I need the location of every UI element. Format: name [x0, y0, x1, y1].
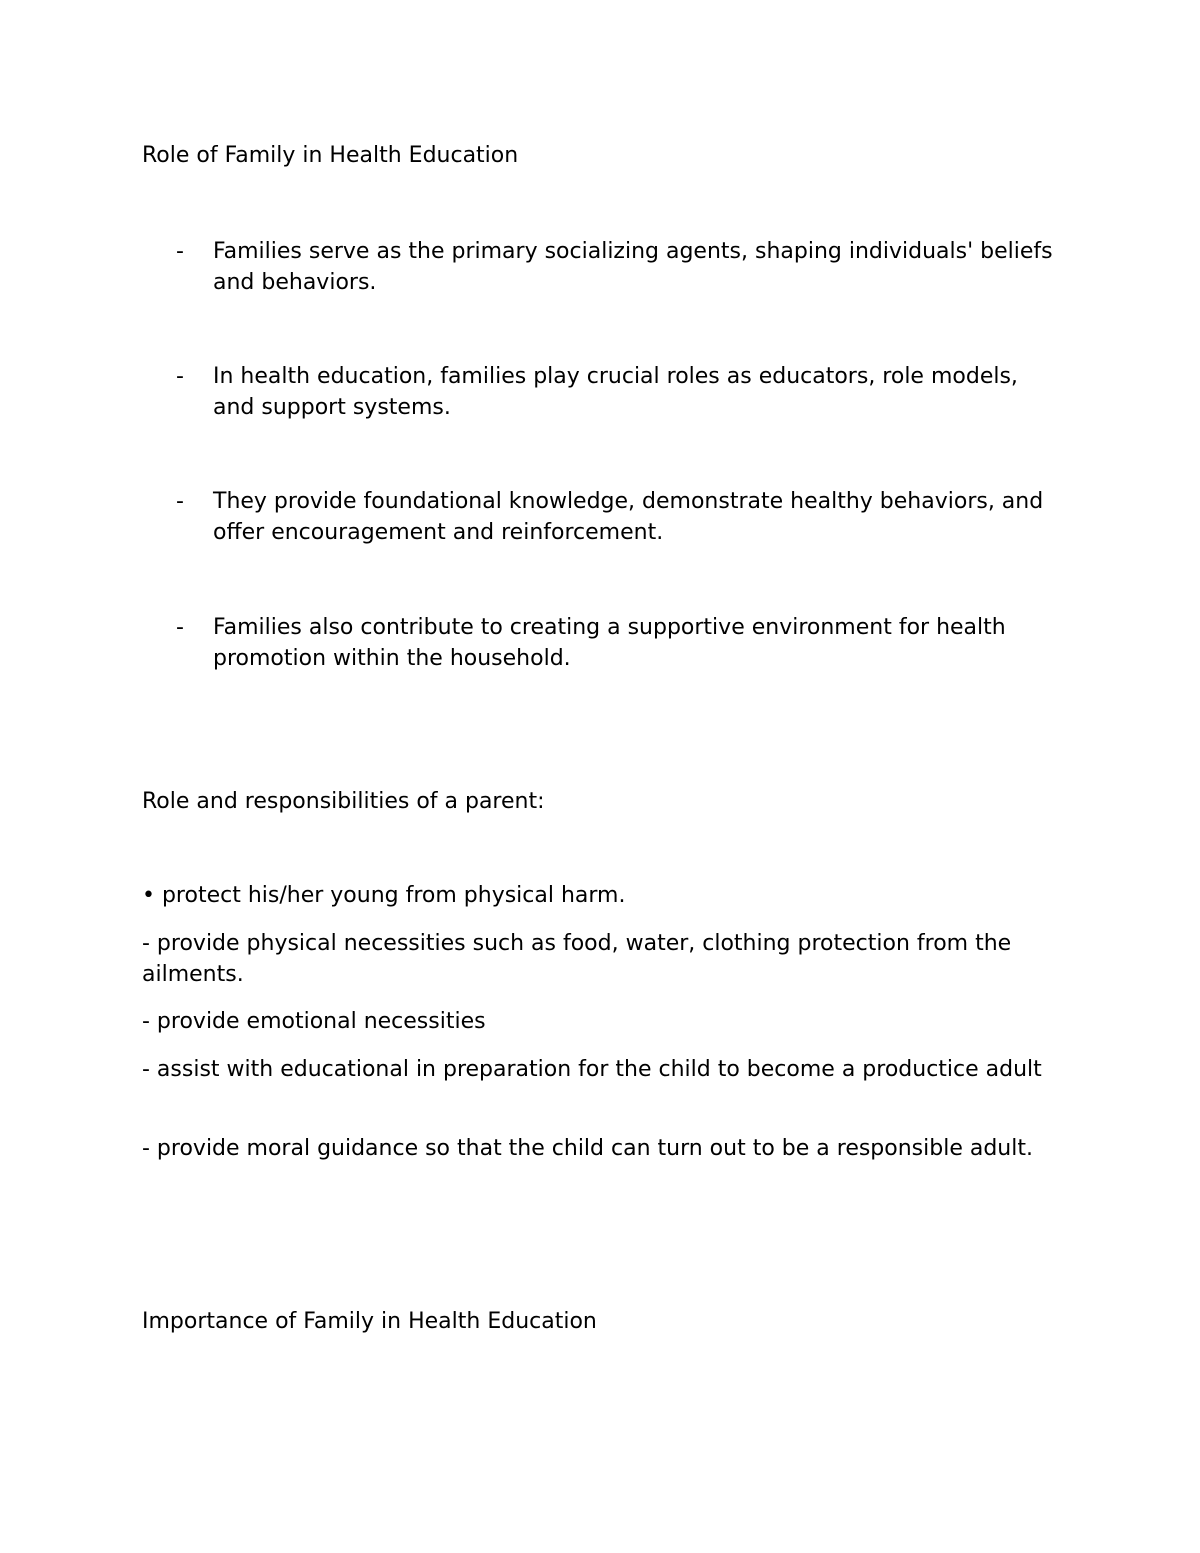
- list-item: [142, 361, 1062, 423]
- section-heading-importance-of-family: Importance of Family in Health Education: [142, 1309, 597, 1334]
- list-dash-marker: -: [176, 239, 184, 264]
- responsibility-paragraph: - provide moral guidance so that the child can turn out to be a responsible adult.: [142, 1136, 1033, 1161]
- list-item-text: They provide foundational knowledge, demonstrate healthy behaviors, and offer encouragement and reinforcement.: [213, 489, 1044, 545]
- list-item-text: In health education, families play crucial roles as educators, role models, and support systems.: [213, 364, 1018, 420]
- list-item: [142, 236, 1062, 298]
- list-dash-marker: -: [176, 615, 184, 640]
- responsibility-paragraph: - provide physical necessities such as food, water, clothing protection from the ailments.: [142, 931, 1012, 987]
- list-dash-marker: -: [176, 364, 184, 389]
- responsibility-paragraph: - provide emotional necessities: [142, 1009, 486, 1034]
- list-dash-marker: -: [176, 489, 184, 514]
- list-item-text: Families also contribute to creating a supportive environment for health promotion within the household.: [213, 615, 1006, 671]
- list-item-text: Families serve as the primary socializing agents, shaping individuals' beliefs and behaviors.: [213, 239, 1053, 295]
- section-heading-parent-responsibilities: Role and responsibilities of a parent:: [142, 789, 545, 814]
- list-item: [142, 486, 1062, 548]
- responsibility-paragraph: • protect his/her young from physical harm.: [142, 883, 626, 908]
- list-item: [142, 612, 1062, 674]
- section-heading-role-of-family: Role of Family in Health Education: [142, 143, 519, 168]
- responsibility-paragraph: - assist with educational in preparation for the child to become a productice adult: [142, 1057, 1042, 1082]
